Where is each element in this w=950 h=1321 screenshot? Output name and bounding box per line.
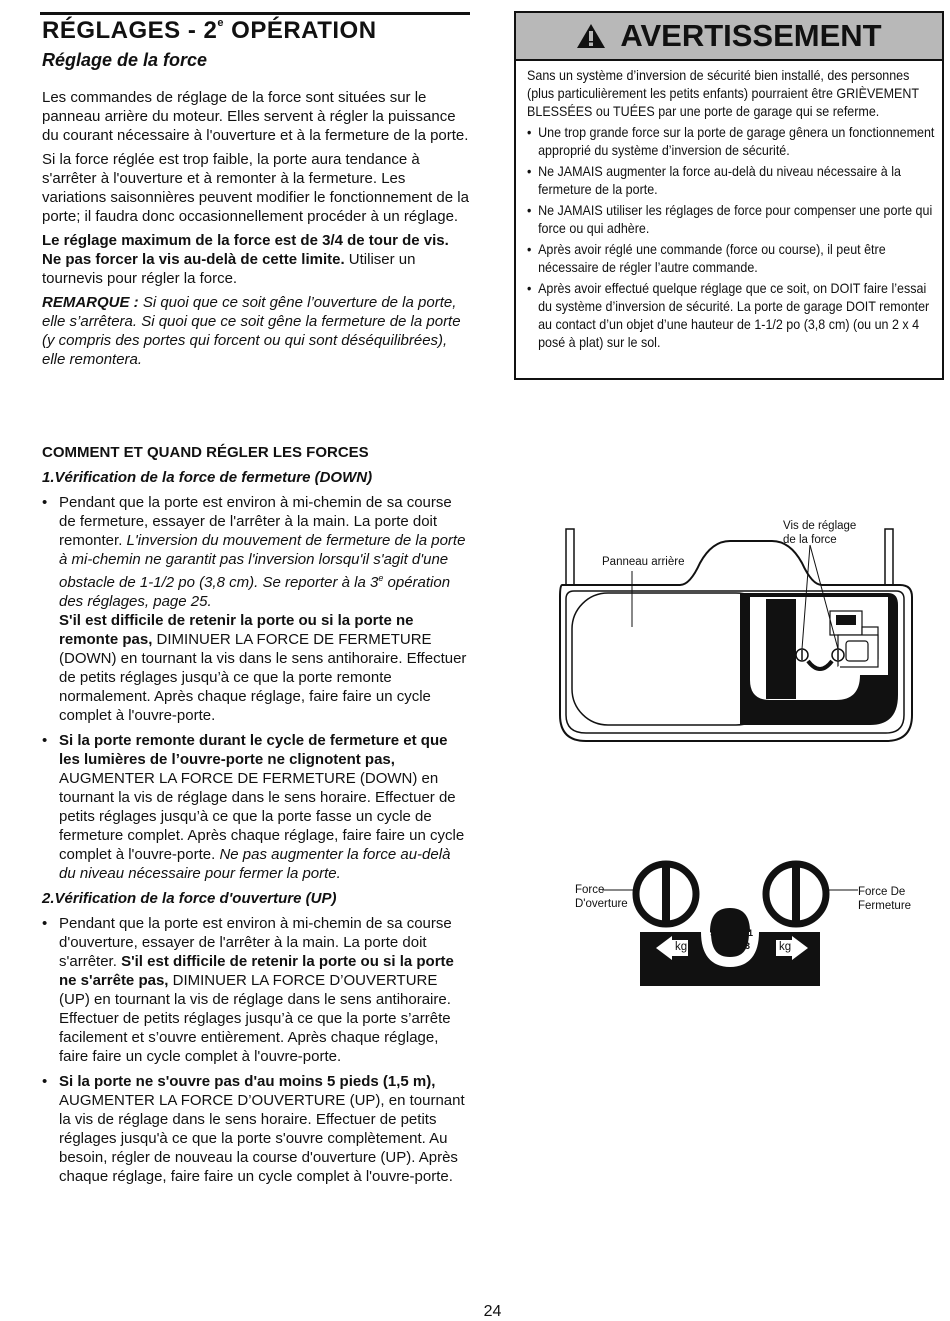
step1-list [42, 493, 470, 883]
dial-leader-lines [602, 880, 862, 910]
warning-triangle-icon [576, 23, 606, 49]
warning-item: • Une trop grande force sur la porte de garage gênera un fonctionnement approprié du système d’inversion de sécurité. [527, 124, 936, 160]
warning-list [527, 124, 936, 352]
force-dials-figure [630, 856, 830, 986]
step2-list [42, 914, 470, 1186]
label-open-force: Force D'overture [575, 884, 628, 910]
label-close-force: Force De Fermeture [858, 886, 912, 912]
step2-item-2: • Si la porte ne s'ouvre pas d'au moins 5 pieds (1,5 m), AUGMENTER LA FORCE D’OUVERTURE (UP), en tournant la vis de réglage dans le sens horaire. Effectuer de petits réglages jusqu'à ce que la porte s'ouvre complètement. Au besoin, régler de nouveau la course d'ouverture (UP). Après chaque réglage, faire faire un cycle complet à l'ouvre-porte. [42, 1072, 470, 1186]
step1-item-1: • Pendant que la porte est environ à mi-chemin de sa course de fermeture, essayer de l'arrêter à la main. La porte doit remonter. L'inversion du mouvement de fermeture de la porte à mi-chemin ne garantit pas l'inversion lorsqu'il s'agit d'une obstacle de 1-1/2 po (3,8 cm). Se reporter à la 3e opération des réglages, page 25. S'il est difficile de retenir la porte ou si la porte ne remonte pas, DIMINUER LA FORCE DE FERMETURE (DOWN) en tournant la vis dans le sens antihoraire. Effectuer de petits réglages jusqu’à ce que la porte remonte normalement. Après chaque réglage, faire faire un cycle complet à l'ouvre-porte. [42, 493, 470, 725]
intro-paragraph-3: Le réglage maximum de la force est de 3/4 de tour de vis. Ne pas forcer la vis au-delà de cette limite. Utiliser un tournevis pour régler la force. [42, 232, 449, 287]
warning-box [514, 11, 944, 380]
dial-number: 7 [715, 941, 721, 951]
warning-item: • Après avoir réglé une commande (force ou course), il peut être nécessaire de régler l’autre commande. [527, 241, 936, 277]
step1-title: 1.Vérification de la force de fermeture (DOWN) [42, 469, 373, 486]
warning-item: • Ne JAMAIS utiliser les réglages de force pour compenser une porte qui force ou qui adhère. [527, 202, 936, 238]
warning-item: • Ne JAMAIS augmenter la force au-delà du niveau nécessaire à la fermeture de la porte. [527, 163, 936, 199]
dial-right-kg-label: kg [779, 941, 792, 953]
step2-title: 2.Vérification de la force d'ouverture (UP) [42, 890, 337, 907]
dial-number: 1 [748, 928, 754, 938]
warning-body [516, 61, 946, 352]
intro-section [42, 88, 470, 374]
dial-number: 9 [710, 928, 716, 938]
intro-note: REMARQUE : Si quoi que ce soit gêne l’ouverture de la porte, elle s’arrêtera. Si quoi que ce soit gêne la fermeture de la porte (y compris des portes qui forcent ou qui sont déséquilibrées), elle remontera. [42, 294, 461, 368]
title-rule [40, 12, 470, 15]
warning-header [516, 13, 942, 61]
step2-item-1: • Pendant que la porte est environ à mi-chemin de sa course d'ouverture, essayer de l'arrêter à la main. La porte doit s'arrêter. S'il est difficile de retenir la porte ou si la porte ne s'arrête pas, DIMINUER LA FORCE D’OUVERTURE (UP) en tournant la vis de réglage dans le sens antihoraire. Effectuer de petits réglages jusqu’à ce que la porte s’arrête facilement et s’ouvre entièrement. Après chaque réglage, faire faire un cycle complet à l'ouvre-porte. [42, 914, 470, 1066]
dial-left-kg-label: kg [675, 941, 688, 953]
howto-section [42, 443, 470, 1192]
dial-number: 5 [730, 948, 736, 958]
page-subtitle: Réglage de la force [42, 50, 208, 70]
intro-paragraph-1: Les commandes de réglage de la force sont situées sur le panneau arrière du moteur. Elles servent à régler la puissance du courant nécessaire à l'ouverture et à la fermeture de la porte. [42, 89, 469, 144]
warning-item: • Après avoir effectué quelque réglage que ce soit, on DOIT faire l’essai du système d’inversion de sécurité. La porte de garage DOIT remonter au contact d’un objet d’une hauteur de 1-1/2 po (3,8 cm) (ou un 2 x 4 posé à plat) sur le sol. [527, 280, 936, 352]
page-title: RÉGLAGES - 2e OPÉRATION [42, 17, 377, 44]
step1-item-2: • Si la porte remonte durant le cycle de fermeture et que les lumières de l’ouvre-porte ne clignotent pas, AUGMENTER LA FORCE DE FERMETURE (DOWN) en tournant la vis de réglage dans le sens horaire. Effectuer de petits réglages jusqu’à ce que la porte fasse un cycle de fermeture complet. Après chaque réglage, faire faire un cycle complet à l'ouvre-porte. Ne pas augmenter la force au-delà du niveau nécessaire pour fermer la porte. [42, 731, 470, 883]
page-number: 24 [483, 1303, 502, 1320]
warning-title: AVERTISSEMENT [620, 18, 882, 53]
label-adjust-screw: Vis de réglage de la force [783, 520, 857, 546]
howto-heading: COMMENT ET QUAND RÉGLER LES FORCES [42, 444, 369, 461]
label-rear-panel: Panneau arrière [602, 556, 685, 568]
intro-paragraph-2: Si la force réglée est trop faible, la porte aura tendance à s'arrêter à l'ouverture et à remonter à la fermeture. Les variations saisonnières peuvent modifier le fonctionnement de la porte; il faudra donc occasionnellement procéder à un réglage. [42, 151, 469, 225]
warning-intro: Sans un système d’inversion de sécurité bien installé, des personnes (plus particulièrement les petits enfants) pourraient être GRIÈVEMENT BLESSÉES ou TUÉES par une porte de garage qui se referme. [527, 68, 919, 119]
motor-rear-panel-figure [540, 515, 940, 755]
dial-number: 3 [745, 941, 751, 951]
